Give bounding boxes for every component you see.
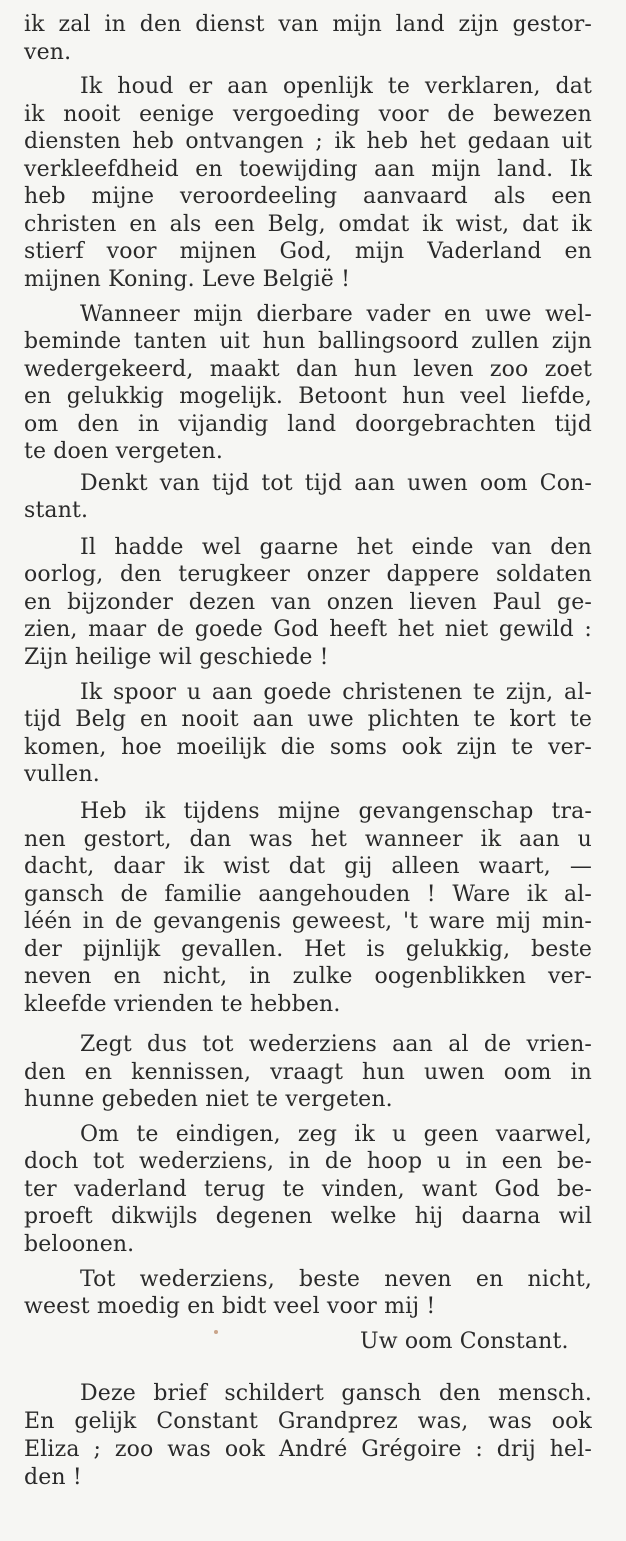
text-line: stierf voor mijnen God, mijn Vaderland en <box>24 239 592 264</box>
commentary-line: den ! <box>24 1465 82 1490</box>
text-line: stant. <box>24 498 89 523</box>
text-line: Ik houd er aan openlijk te verklaren, dat <box>80 74 592 99</box>
commentary-line: Eliza ; zoo was ook André Grégoire : drij hel- <box>24 1437 592 1462</box>
text-line: om den in vijandig land doorgebrachten tijd <box>24 412 592 437</box>
text-line: proeft dikwijls degenen welke hij daarna wil <box>24 1204 592 1229</box>
text-line: christen en als een Belg, omdat ik wist, dat ik <box>24 212 592 237</box>
ink-speck <box>214 1330 218 1334</box>
text-line: diensten heb ontvangen ; ik heb het gedaan uit <box>24 129 592 154</box>
text-line: léén in de gevangenis geweest, 't ware mij min- <box>24 909 592 934</box>
text-line: doch tot wederziens, in de hoop u in een be- <box>24 1149 592 1174</box>
text-line: Denkt van tijd tot tijd aan uwen oom Con- <box>80 471 592 496</box>
text-line: Heb ik tijdens mijne gevangenschap tra- <box>80 799 592 824</box>
text-line: tijd Belg en nooit aan uwe plichten te kort te <box>24 707 592 732</box>
commentary-line: En gelijk Constant Grandprez was, was ook <box>24 1409 592 1434</box>
text-line: verkleefdheid en toewijding aan mijn land. Ik <box>24 157 592 182</box>
text-line: den en kennissen, vraagt hun uwen oom in <box>24 1060 592 1085</box>
text-line: Tot wederziens, beste neven en nicht, <box>80 1267 592 1292</box>
text-line: beloonen. <box>24 1232 135 1257</box>
text-line: der pijnlijk gevallen. Het is gelukkig, beste <box>24 937 592 962</box>
text-line: heb mijne veroordeeling aanvaard als een <box>24 184 592 209</box>
text-line: Wanneer mijn dierbare vader en uwe wel- <box>80 302 592 327</box>
text-line: mijnen Koning. Leve België ! <box>24 267 351 292</box>
text-line: neven en nicht, in zulke oogenblikken ver- <box>24 964 592 989</box>
text-line: hunne gebeden niet te vergeten. <box>24 1087 393 1112</box>
text-line: beminde tanten uit hun ballingsoord zullen zijn <box>24 329 592 354</box>
text-line: Zegt dus tot wederziens aan al de vrien- <box>80 1032 592 1057</box>
text-line: Il hadde wel gaarne het einde van den <box>80 535 592 560</box>
commentary-line: Deze brief schildert gansch den mensch. <box>80 1381 592 1406</box>
text-line: komen, hoe moeilijk die soms ook zijn te ver- <box>24 735 592 760</box>
text-line: en gelukkig mogelijk. Betoont hun veel liefde, <box>24 384 592 409</box>
text-line: vullen. <box>24 762 100 787</box>
text-line: ik nooit eenige vergoeding voor de bewezen <box>24 102 592 127</box>
text-line: wedergekeerd, maakt dan hun leven zoo zoet <box>24 357 592 382</box>
text-line: en bijzonder dezen van onzen lieven Paul ge- <box>24 590 592 615</box>
text-line: ven. <box>24 40 72 65</box>
text-line: weest moedig en bidt veel voor mij ! <box>24 1294 436 1319</box>
text-line: oorlog, den terugkeer onzer dappere soldaten <box>24 562 592 587</box>
text-line: te doen vergeten. <box>24 439 224 464</box>
text-line: dacht, daar ik wist dat gij alleen waart, — <box>24 854 592 879</box>
text-line: ter vaderland terug te vinden, want God be- <box>24 1177 592 1202</box>
text-line: Zijn heilige wil geschiede ! <box>24 645 329 670</box>
text-line: zien, maar de goede God heeft het niet gewild : <box>24 617 592 642</box>
text-line: ik zal in den dienst van mijn land zijn gestor- <box>24 12 592 37</box>
text-line: gansch de familie aangehouden ! Ware ik al- <box>24 882 592 907</box>
text-line: Ik spoor u aan goede christenen te zijn, al- <box>80 680 592 705</box>
text-line: kleefde vrienden te hebben. <box>24 992 341 1017</box>
signature: Uw oom Constant. <box>360 1329 569 1354</box>
text-line: nen gestort, dan was het wanneer ik aan u <box>24 827 592 852</box>
text-line: Om te eindigen, zeg ik u geen vaarwel, <box>80 1122 592 1147</box>
